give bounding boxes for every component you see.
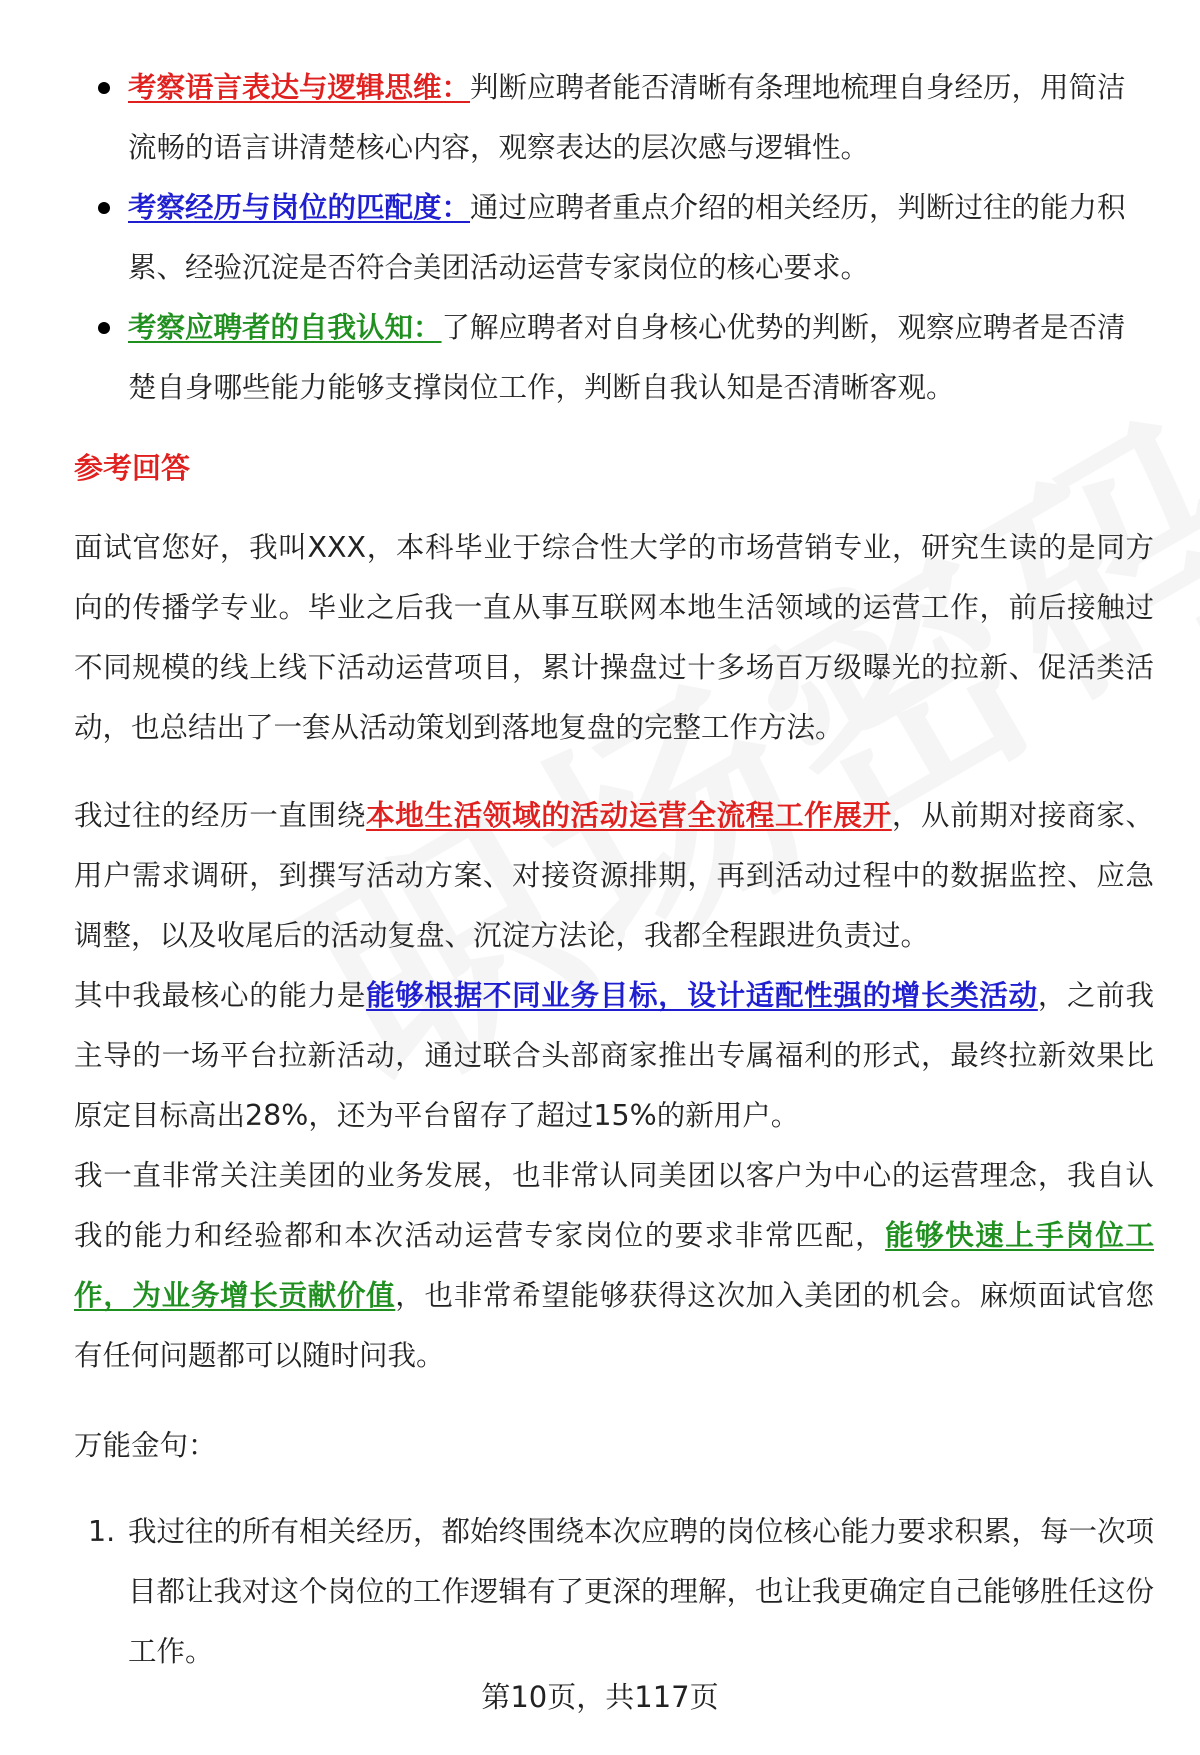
phrase-text: 我过往的所有相关经历，都始终围绕本次应聘的岗位核心能力要求积累，每一次项目都让我对这个岗位的工作逻辑有了更深的理解，也让我更确定自己能够胜任这份工作。: [128, 1515, 1155, 1668]
paragraph-text: 其中我最核心的能力是: [74, 979, 367, 1012]
section-title: 参考回答: [74, 451, 191, 485]
list-item: [74, 1502, 1154, 1682]
answer-paragraph-core-ability: [74, 966, 1154, 1146]
list-item: [74, 58, 1154, 178]
highlight-text: 本地生活领域的活动运营全流程工作展开: [366, 799, 892, 832]
criteria-text: 判断应聘者能否清晰有条理地梳理自身经历，用简洁流畅的语言讲清楚核心内容，观察表达的层次感与逻辑性。: [128, 71, 1126, 164]
highlight-text: 能够快速上手岗位工作，为业务增长贡献价值: [74, 1219, 1154, 1312]
bullet-dot-icon: [98, 82, 110, 94]
criteria-text: 了解应聘者对自身核心优势的判断，观察应聘者是否清楚自身哪些能力能够支撑岗位工作，判断自我认知是否清晰客观。: [128, 311, 1126, 404]
answer-paragraph-experience: [74, 786, 1154, 966]
phrases-label: 万能金句：: [74, 1429, 217, 1462]
list-item: [74, 298, 1154, 418]
list-item: [74, 178, 1154, 298]
page-number: 第10页，共117页: [481, 1680, 719, 1714]
criteria-heading: 考察语言表达与逻辑思维：: [128, 71, 471, 104]
bullet-dot-icon: [98, 202, 110, 214]
list-number: 1.: [88, 1515, 116, 1548]
paragraph-text: 我一直非常关注美团的业务发展，也非常认同美团以客户为中心的运营理念，我自认我的能力和经验都和本次活动运营专家岗位的要求非常匹配，: [74, 1159, 1154, 1252]
highlight-text: 能够根据不同业务目标，设计适配性强的增长类活动: [366, 979, 1038, 1012]
paragraph-text: ，之前我主导的一场平台拉新活动，通过联合头部商家推出专属福利的形式，最终拉新效果比原定目标高出28%，还为平台留存了超过15%的新用户。: [74, 979, 1154, 1132]
criteria-heading: 考察应聘者的自我认知：: [128, 311, 442, 344]
paragraph-text: ，也非常希望能够获得这次加入美团的机会。麻烦面试官您有任何问题都可以随时问我。: [74, 1279, 1154, 1372]
answer-paragraph-motivation: [74, 1146, 1154, 1386]
answer-paragraph-intro: 面试官您好，我叫XXX，本科毕业于综合性大学的市场营销专业，研究生读的是同方向的传播学专业。毕业之后我一直从事互联网本地生活领域的运营工作，前后接触过不同规模的线上线下活动运营项目，累计操盘过十多场百万级曝光的拉新、促活类活动，也总结出了一套从活动策划到落地复盘的完整工作方法。: [74, 531, 1154, 744]
criteria-heading: 考察经历与岗位的匹配度：: [128, 191, 471, 224]
criteria-text: 通过应聘者重点介绍的相关经历，判断过往的能力积累、经验沉淀是否符合美团活动运营专家岗位的核心要求。: [128, 191, 1126, 284]
paragraph-text: 我过往的经历一直围绕: [74, 799, 367, 832]
paragraph-text: ，从前期对接商家、用户需求调研，到撰写活动方案、对接资源排期，再到活动过程中的数据监控、应急调整，以及收尾后的活动复盘、沉淀方法论，我都全程跟进负责过。: [74, 799, 1154, 952]
bullet-dot-icon: [98, 322, 110, 334]
phrases-list: [74, 1502, 1154, 1682]
criteria-list: [74, 58, 1154, 418]
